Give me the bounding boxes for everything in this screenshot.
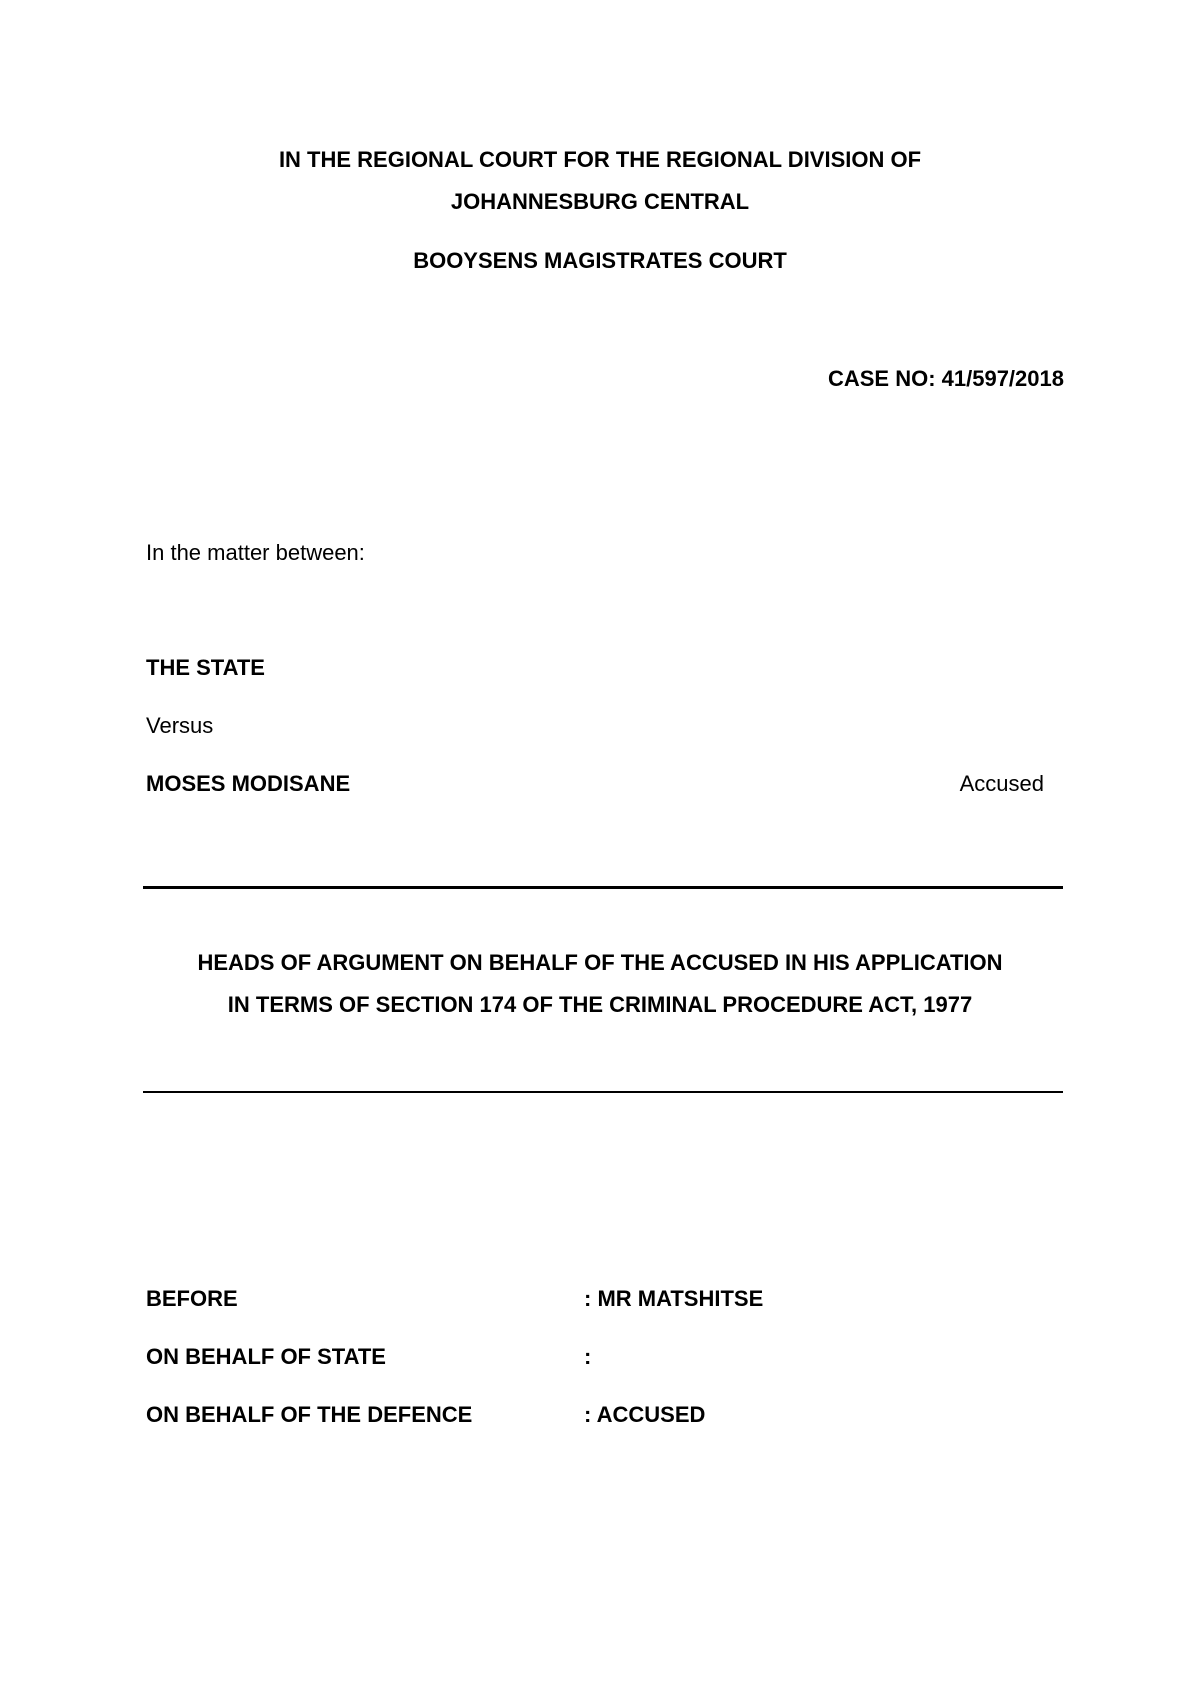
state-representative-label: ON BEHALF OF STATE bbox=[146, 1344, 386, 1369]
case-number: CASE NO: 41/597/2018 bbox=[827, 366, 1064, 391]
defence-representative-value: : ACCUSED bbox=[584, 1402, 706, 1427]
party-state: THE STATE bbox=[146, 655, 265, 680]
bottom-divider bbox=[143, 1091, 1063, 1093]
document-title-line-2: IN TERMS OF SECTION 174 OF THE CRIMINAL PROCEDURE ACT, 1977 bbox=[227, 992, 973, 1017]
state-representative-value: : bbox=[584, 1344, 592, 1369]
before-value: : MR MATSHITSE bbox=[584, 1286, 764, 1311]
before-label: BEFORE bbox=[146, 1286, 238, 1311]
top-divider bbox=[143, 886, 1063, 889]
court-heading-line-2: JOHANNESBURG CENTRAL bbox=[450, 189, 750, 214]
versus-label: Versus bbox=[146, 713, 214, 738]
matter-intro: In the matter between: bbox=[146, 540, 365, 565]
court-heading-line-3: BOOYSENS MAGISTRATES COURT bbox=[413, 248, 787, 273]
party-accused-role: Accused bbox=[959, 771, 1044, 796]
defence-representative-label: ON BEHALF OF THE DEFENCE bbox=[146, 1402, 473, 1427]
party-accused-name: MOSES MODISANE bbox=[146, 771, 351, 796]
court-heading-line-1: IN THE REGIONAL COURT FOR THE REGIONAL DIVISION OF bbox=[278, 147, 922, 172]
document-title-line-1: HEADS OF ARGUMENT ON BEHALF OF THE ACCUSED IN HIS APPLICATION bbox=[197, 950, 1003, 975]
